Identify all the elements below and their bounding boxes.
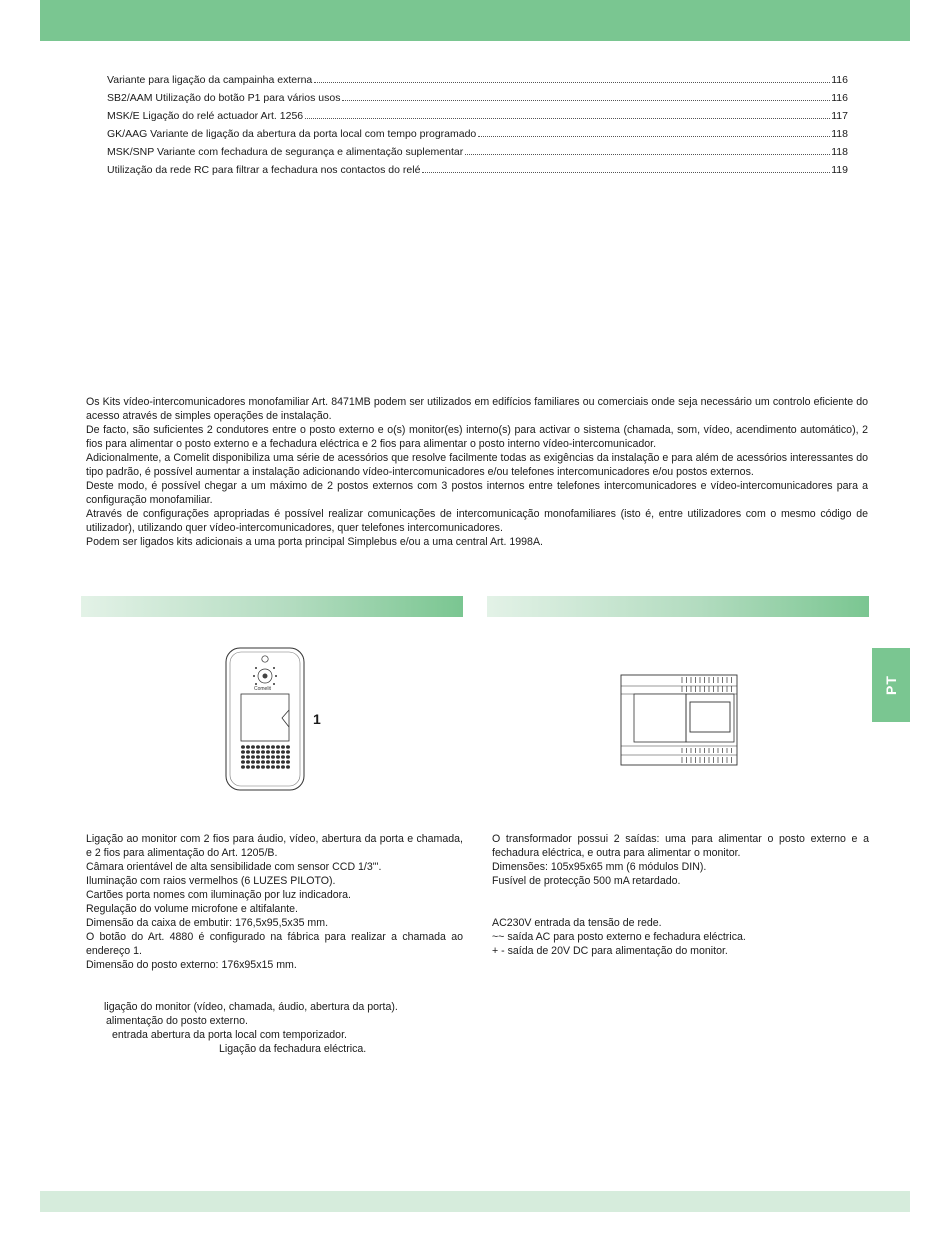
- grille-hole: [281, 750, 285, 754]
- description-line: O botão do Art. 4880 é configurado na fábrica para realizar a chamada ao endereço 1.: [86, 931, 463, 957]
- toc-leader-dots: [305, 118, 830, 119]
- grille-hole: [256, 750, 260, 754]
- terminal-line: ligação do monitor (vídeo, chamada, áudio, abertura da porta).: [104, 1001, 398, 1013]
- footer-bar: [40, 1191, 910, 1212]
- grille-hole: [281, 765, 285, 769]
- toc-leader-dots: [314, 82, 830, 83]
- description-line: Regulação do volume microfone e altifalante.: [86, 903, 298, 915]
- grille-hole: [256, 755, 260, 759]
- terminal-line: entrada abertura da porta local com temporizador.: [112, 1029, 347, 1041]
- intro-paragraph: Deste modo, é possível chegar a um máximo de 2 postos externos com 3 postos internos entre telefones intercomunicadores e vídeo-intercomunicadores para a configuração monofamiliar.: [86, 480, 868, 506]
- grille-hole: [271, 745, 275, 749]
- grille-hole: [286, 745, 290, 749]
- intro-paragraph: De facto, são suficientes 2 condutores entre o posto externo e o(s) monitor(es) interno(s) para activar o sistema (chamada, som, vídeo, acendimento automático), 2 fios para alimentar o posto externo e a fechadura eléctrica e 2 fios para alimentar o posto interno vídeo-intercomunicador.: [86, 424, 868, 450]
- toc-entry-title: GK/AAG Variante de ligação da abertura da porta local com tempo programado: [107, 128, 477, 140]
- grille-hole: [256, 760, 260, 764]
- terminal-line: + - saída de 20V DC para alimentação do monitor.: [492, 945, 728, 957]
- grille-hole: [281, 745, 285, 749]
- grille-hole: [286, 765, 290, 769]
- toc-entry-title: SB2/AAM Utilização do botão P1 para vários usos: [107, 92, 341, 104]
- toc-entry-page: 116: [831, 92, 848, 104]
- grille-hole: [251, 745, 255, 749]
- grille-hole: [251, 755, 255, 759]
- terminal-line: alimentação do posto externo.: [106, 1015, 248, 1027]
- grille-hole: [256, 765, 260, 769]
- toc-entry-title: Utilização da rede RC para filtrar a fechadura nos contactos do relé: [107, 164, 421, 176]
- grille-hole: [276, 755, 280, 759]
- grille-hole: [261, 760, 265, 764]
- toc-entry[interactable]: [107, 125, 848, 143]
- callout-number: 1: [313, 711, 321, 727]
- language-tab[interactable]: [872, 648, 910, 722]
- intro-paragraph: Através de configurações apropriadas é possível realizar comunicações de intercomunicação monofamiliares (isto é, entre utilizadores com o mesmo código de utilizador), utilizando quer vídeo-intercomunicadores, quer telefones intercomunicadores.: [86, 508, 868, 534]
- description-line: Cartões porta nomes com iluminação por luz indicadora.: [86, 889, 351, 901]
- grille-hole: [246, 750, 250, 754]
- grille-hole: [246, 765, 250, 769]
- transformer-description: [492, 832, 869, 888]
- entrance-panel-description: [86, 832, 463, 972]
- toc-entry-page: 119: [831, 164, 848, 176]
- entrance-panel-terminals: [86, 1000, 463, 1056]
- toc-entry-title: MSK/SNP Variante com fechadura de segurança e alimentação suplementar: [107, 146, 464, 158]
- grille-hole: [266, 755, 270, 759]
- entrance-panel-illustration: [225, 647, 305, 791]
- description-line: Iluminação com raios vermelhos (6 LUZES PILOTO).: [86, 875, 336, 887]
- grille-hole: [246, 745, 250, 749]
- toc-entry-title: Variante para ligação da campainha externa: [107, 74, 313, 86]
- grille-hole: [266, 760, 270, 764]
- intro-paragraph: Podem ser ligados kits adicionais a uma porta principal Simplebus e/ou a uma central Art. 1998A.: [86, 536, 543, 548]
- grille-hole: [276, 765, 280, 769]
- grille-hole: [251, 750, 255, 754]
- grille-hole: [266, 750, 270, 754]
- grille-hole: [271, 755, 275, 759]
- grille-hole: [281, 760, 285, 764]
- intro-text: [86, 395, 868, 549]
- toc-entry-title: MSK/E Ligação do relé actuador Art. 1256: [107, 110, 304, 122]
- toc-entry-page: 118: [831, 146, 848, 158]
- toc-leader-dots: [478, 136, 830, 137]
- right-section-band: [487, 596, 869, 617]
- description-line: O transformador possui 2 saídas: uma para alimentar o posto externo e a fechadura eléctrica, e outra para alimentar o monitor.: [492, 833, 869, 859]
- terminal-line: AC230V entrada da tensão de rede.: [492, 917, 662, 929]
- toc-entry[interactable]: [107, 143, 848, 161]
- grille-hole: [261, 755, 265, 759]
- description-line: Fusível de protecção 500 mA retardado.: [492, 875, 681, 887]
- grille-hole: [281, 755, 285, 759]
- description-line: Dimensões: 105x95x65 mm (6 módulos DIN).: [492, 861, 707, 873]
- grille-hole: [271, 765, 275, 769]
- toc-entry-page: 118: [831, 128, 848, 140]
- grille-hole: [266, 765, 270, 769]
- language-tab-label: PT: [882, 675, 899, 695]
- grille-hole: [251, 760, 255, 764]
- grille-hole: [276, 745, 280, 749]
- toc-leader-dots: [422, 172, 830, 173]
- table-of-contents: [107, 71, 848, 179]
- toc-entry[interactable]: [107, 71, 848, 89]
- description-line: Ligação ao monitor com 2 fios para áudio, vídeo, abertura da porta e chamada, e 2 fios para alimentação do Art. 1205/B.: [86, 833, 463, 859]
- grille-hole: [286, 755, 290, 759]
- grille-hole: [276, 750, 280, 754]
- description-line: Câmara orientável de alta sensibilidade com sensor CCD 1/3"'.: [86, 861, 382, 873]
- toc-entry-page: 116: [831, 74, 848, 86]
- grille-hole: [246, 760, 250, 764]
- grille-hole: [276, 760, 280, 764]
- grille-hole: [271, 750, 275, 754]
- grille-hole: [261, 765, 265, 769]
- grille-hole: [241, 760, 245, 764]
- call-button: [241, 694, 289, 741]
- terminal-line: ~~ saída AC para posto externo e fechadura eléctrica.: [492, 931, 746, 943]
- grille-hole: [261, 750, 265, 754]
- intro-paragraph: Adicionalmente, a Comelit disponibiliza uma série de acessórios que resolve facilmente todas as exigências da instalação e para além de acessórios interessantes do tipo padrão, é possível aumentar a instalação adicionando vídeo-intercomunicadores e/ou telefones intercomunicadores e/ou postos externos.: [86, 452, 868, 478]
- grille-hole: [241, 755, 245, 759]
- grille-hole: [241, 745, 245, 749]
- brand-logo: Comelit: [254, 686, 271, 692]
- description-line: Dimensão da caixa de embutir: 176,5x95,5x35 mm.: [86, 917, 329, 929]
- toc-leader-dots: [465, 154, 830, 155]
- toc-entry[interactable]: [107, 107, 848, 125]
- toc-entry[interactable]: [107, 161, 848, 179]
- grille-hole: [266, 745, 270, 749]
- toc-leader-dots: [342, 100, 830, 101]
- toc-entry[interactable]: [107, 89, 848, 107]
- description-line: Dimensão do posto externo: 176x95x15 mm.: [86, 959, 297, 971]
- header-bar: [40, 0, 910, 41]
- transformer-illustration: [620, 671, 738, 768]
- grille-hole: [251, 765, 255, 769]
- terminal-line: Ligação da fechadura eléctrica.: [219, 1043, 367, 1055]
- left-section-band: [81, 596, 463, 617]
- toc-entry-page: 117: [831, 110, 848, 122]
- grille-hole: [246, 755, 250, 759]
- grille-hole: [241, 750, 245, 754]
- transformer-terminals: [492, 916, 869, 958]
- intro-paragraph: Os Kits vídeo-intercomunicadores monofamiliar Art. 8471MB podem ser utilizados em edifícios familiares ou comerciais onde seja necessário um controlo eficiente do acesso através de simples operações de instalação.: [86, 396, 868, 422]
- grille-hole: [271, 760, 275, 764]
- grille-hole: [261, 745, 265, 749]
- grille-hole: [286, 750, 290, 754]
- grille-hole: [241, 765, 245, 769]
- grille-hole: [286, 760, 290, 764]
- grille-hole: [256, 745, 260, 749]
